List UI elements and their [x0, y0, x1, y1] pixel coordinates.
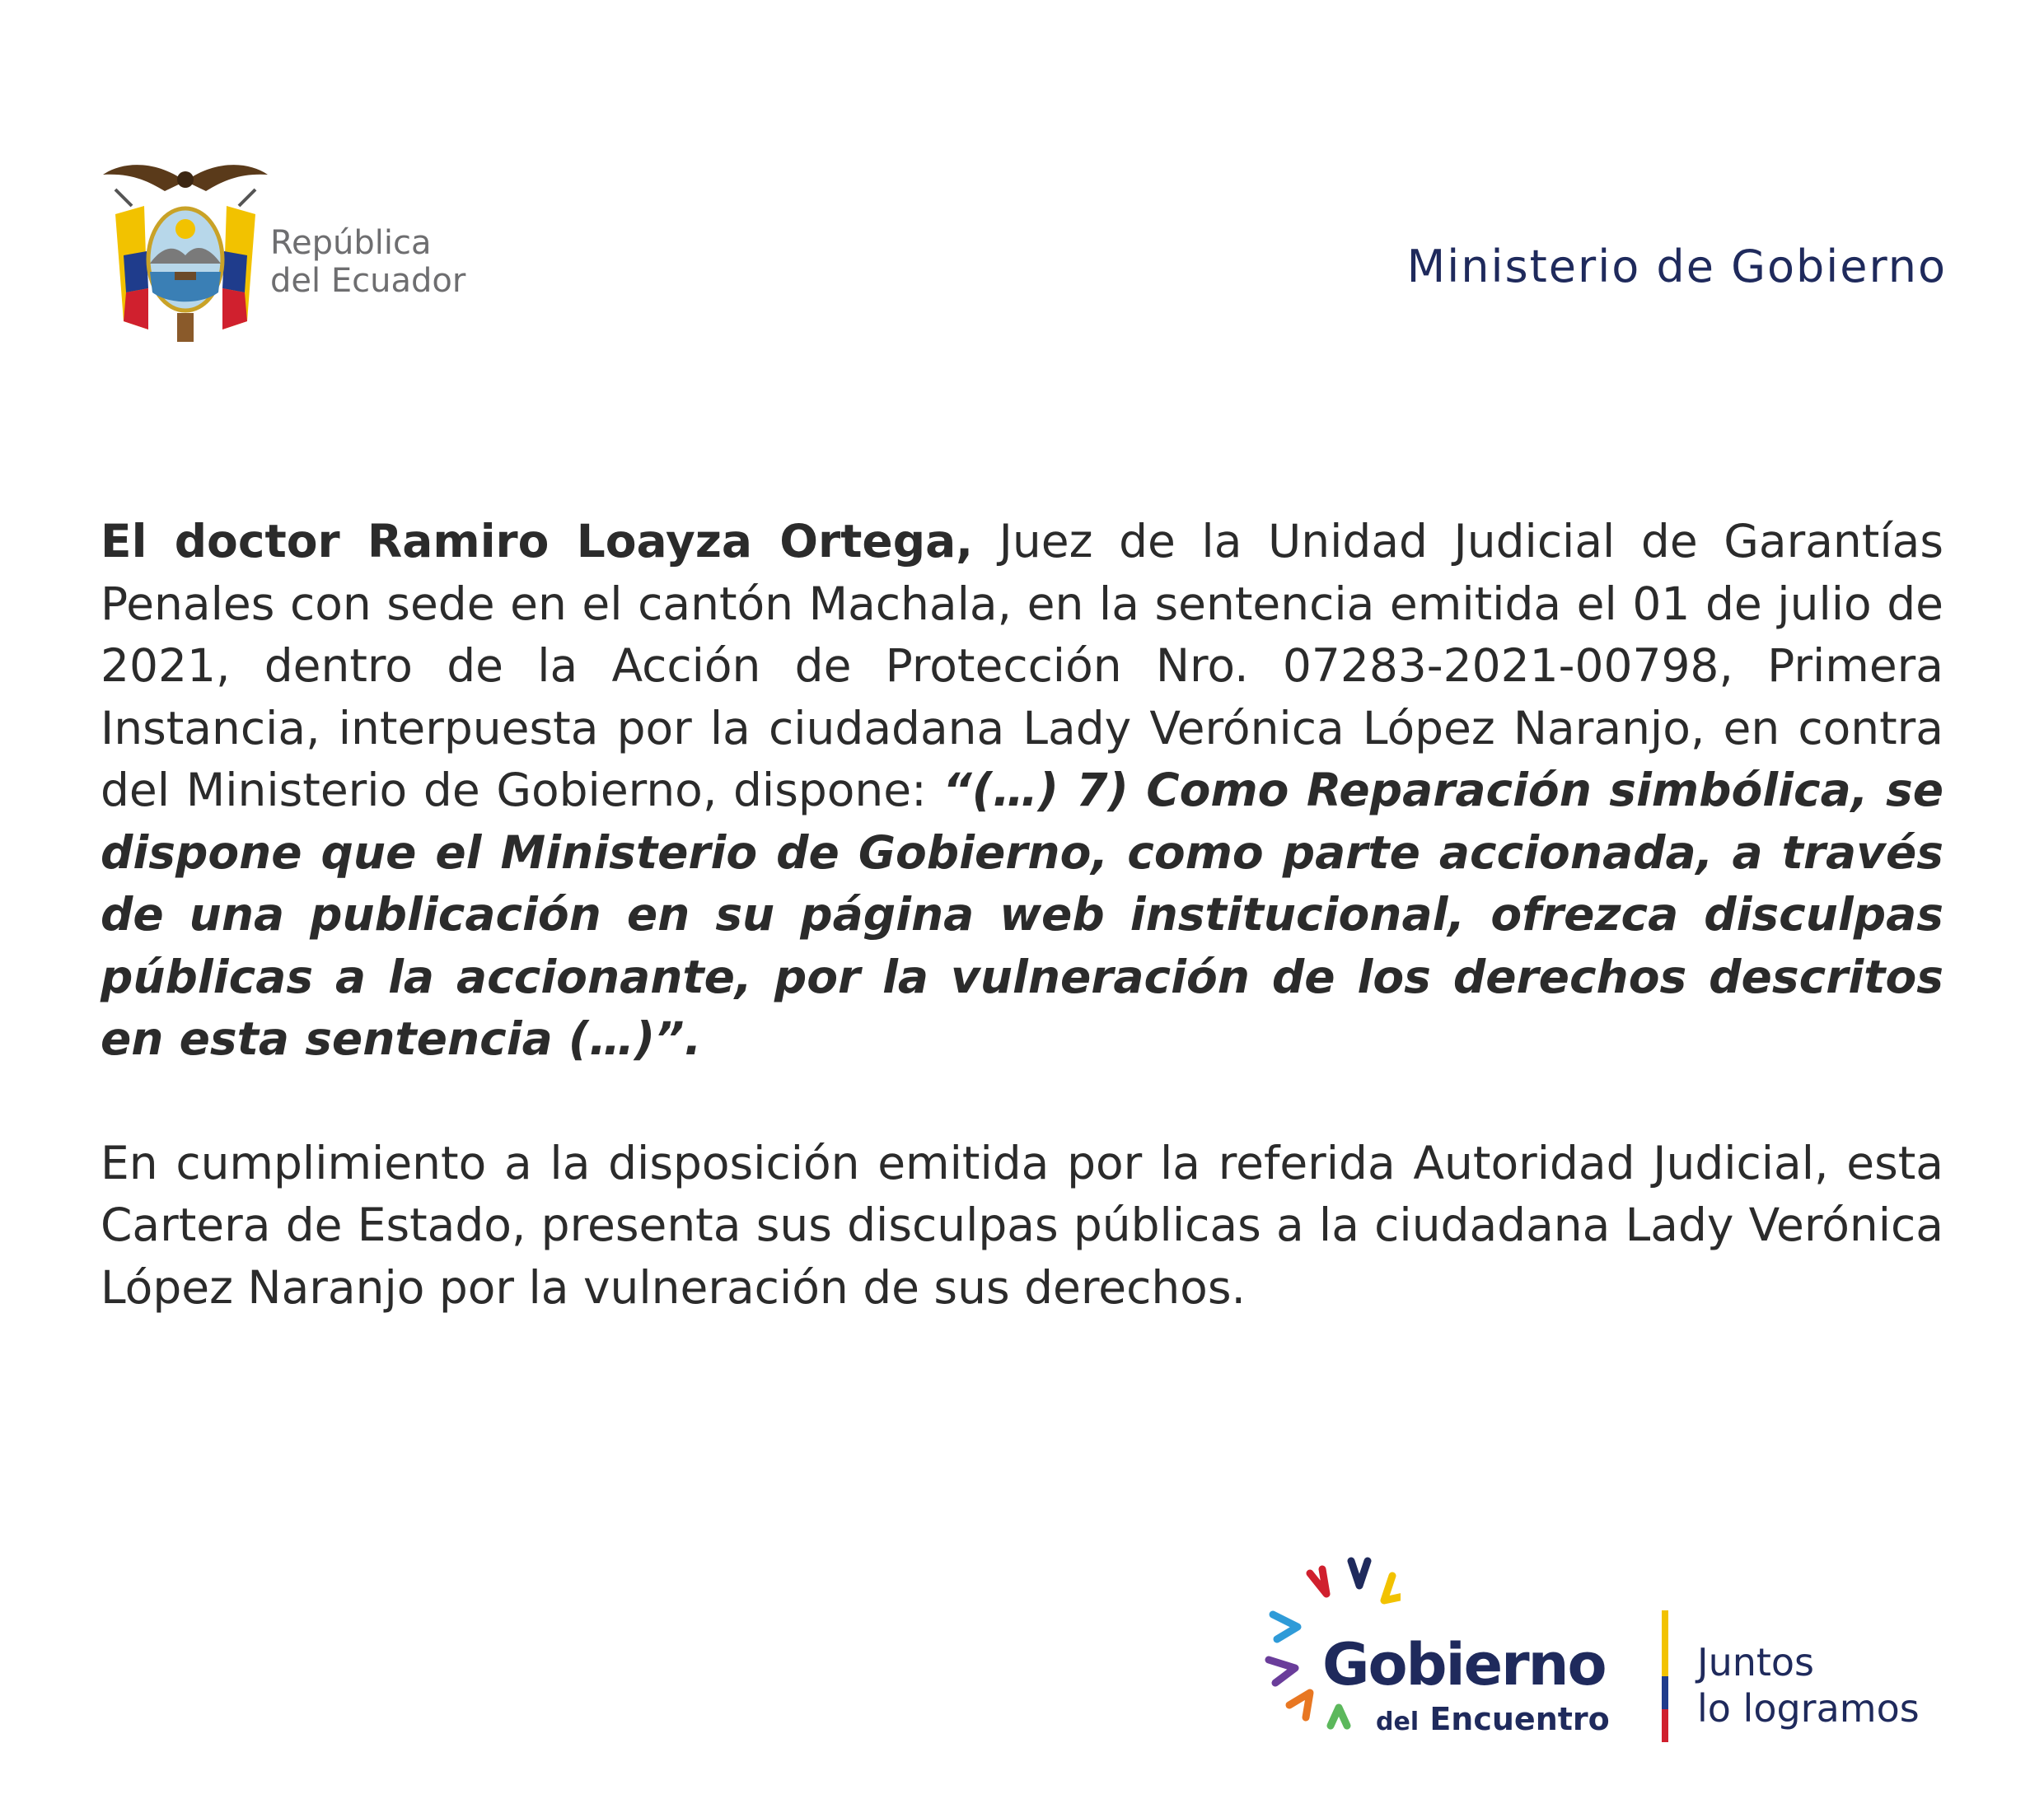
republic-logo: [99, 157, 511, 346]
brand-del: del: [1376, 1708, 1420, 1736]
republic-name: [270, 224, 465, 300]
gobierno-encuentro-logo: [1261, 1553, 1961, 1759]
statement-body: [101, 511, 1943, 1319]
flag-yellow-stripe: [1662, 1610, 1668, 1676]
slogan-line1: Juntos: [1697, 1640, 1815, 1685]
republic-line2: del Ecuador: [270, 262, 466, 300]
flag-red-stripe: [1662, 1709, 1668, 1742]
brand-encuentro-word: Encuentro: [1429, 1701, 1610, 1737]
paragraph-apology: En cumplimiento a la disposición emitida por la referida Autoridad Judicial, esta Cartera de Estado, presenta sus disculpas públicas a la ciudadana Lady Verónica López Naranjo por la vulneración de sus derechos.: [101, 1136, 1943, 1314]
brand-encuentro: [1376, 1701, 1610, 1737]
slogan: [1697, 1639, 1920, 1731]
slogan-line2: lo logramos: [1697, 1686, 1920, 1731]
coat-of-arms-icon: [99, 157, 272, 346]
judge-name: El doctor Ramiro Loayza Ortega,: [101, 515, 974, 568]
republic-line1: República: [270, 224, 432, 262]
paragraph-sentence: [101, 511, 1943, 1071]
sentence-text: Juez de la Unidad Judicial de Garantías Penales con sede en el cantón Machala, en la sentencia emitida el 01 de julio de 2021, dentro de la Acción de Protección Nro. 07283-2021-00798, Primera Instancia, interpuesta por la ciudadana Lady Verónica López Naranjo, en contra del Ministerio de Gobierno, dispone:: [101, 515, 1943, 816]
sentence-quote: “(…) 7) Como Reparación simbólica, se dispone que el Ministerio de Gobierno, como parte accionada, a través de una publicación en su página web institucional, ofrezca disculpas públicas a la accionante, por la vulneración de los derechos descritos en esta sentencia (…)”.: [101, 764, 1943, 1065]
flag-blue-stripe: [1662, 1676, 1668, 1709]
ministry-title: Ministerio de Gobierno: [1406, 241, 1947, 292]
brand-gobierno: Gobierno: [1322, 1631, 1606, 1699]
flag-divider: [1662, 1610, 1668, 1742]
